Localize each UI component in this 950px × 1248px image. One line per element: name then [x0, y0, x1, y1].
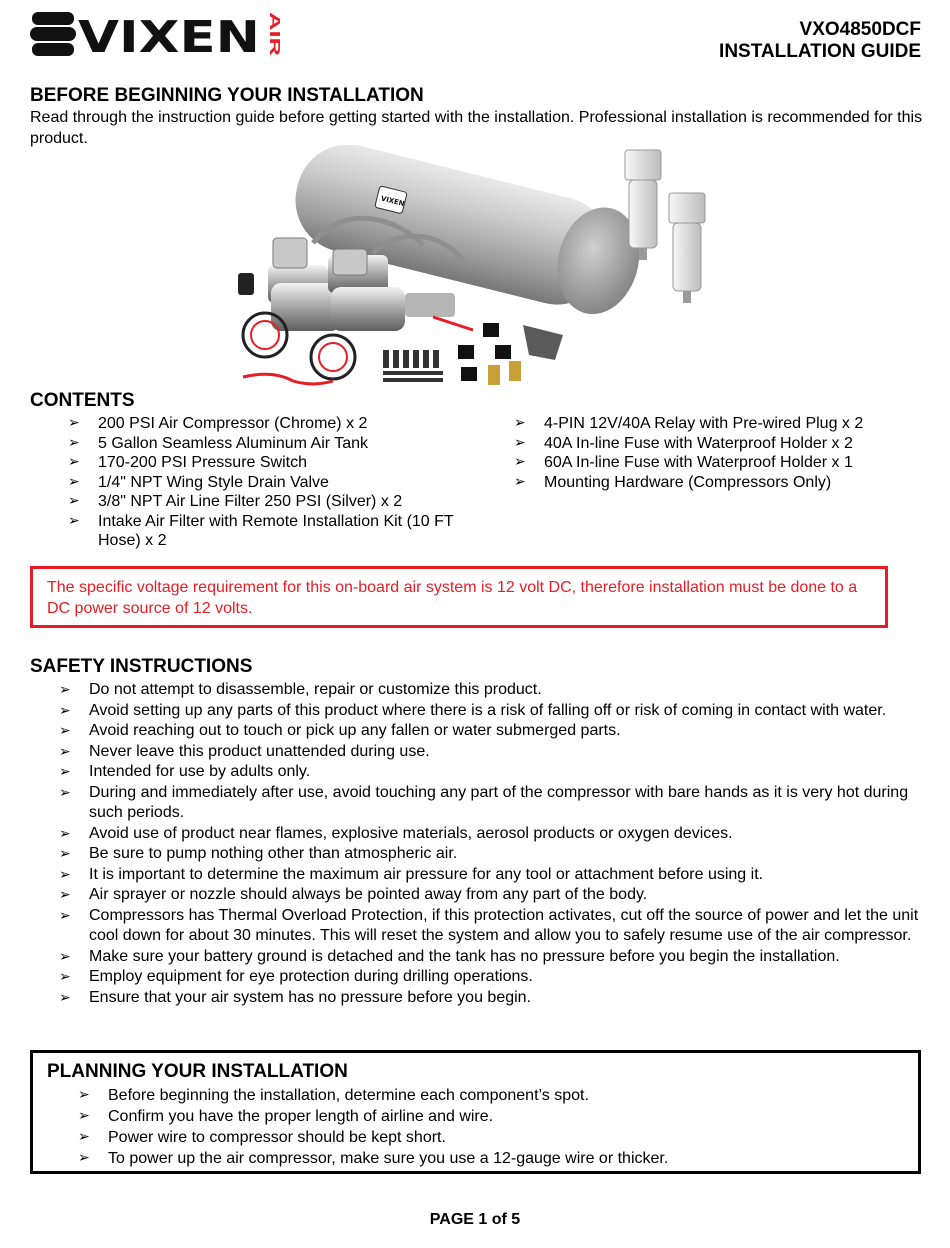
- list-item: ➢ Compressors has Thermal Overload Protection, if this protection activates, cut off the source of power and let the unit cool down for about 30 minutes. This will reset the system and allow you to safely resume use of the air compressor.: [59, 906, 919, 944]
- planning-box: [30, 1050, 921, 1174]
- arrow-bullet-icon: ➢: [59, 969, 71, 985]
- safety-list: [59, 680, 929, 1008]
- arrow-bullet-icon: ➢: [59, 907, 71, 924]
- arrow-bullet-icon: ➢: [59, 846, 71, 862]
- arrow-bullet-icon: ➢: [59, 682, 71, 698]
- arrow-bullet-icon: ➢: [68, 512, 80, 529]
- arrow-bullet-icon: ➢: [59, 948, 71, 965]
- list-item: ➢ 5 Gallon Seamless Aluminum Air Tank: [68, 434, 369, 452]
- before-text: Read through the instruction guide before getting started with the installation. Professional installation is recommended for this product.: [30, 109, 923, 147]
- list-item: ➢ 4-PIN 12V/40A Relay with Pre-wired Plug x 2: [514, 415, 864, 432]
- arrow-bullet-icon: ➢: [78, 1129, 90, 1145]
- arrow-bullet-icon: ➢: [59, 825, 71, 842]
- svg-text:AIR: AIR: [266, 12, 283, 38]
- arrow-bullet-icon: ➢: [514, 473, 526, 490]
- list-item: ➢ 40A In-line Fuse with Waterproof Holder x 2: [514, 434, 853, 452]
- contents-list-left: [68, 414, 478, 551]
- list-item: ➢ Employ equipment for eye protection during drilling operations.: [59, 967, 929, 988]
- arrow-bullet-icon: ➢: [59, 702, 71, 719]
- voltage-warning-box: [30, 566, 888, 628]
- arrow-bullet-icon: ➢: [59, 866, 71, 883]
- arrow-bullet-icon: ➢: [59, 887, 71, 903]
- arrow-bullet-icon: ➢: [59, 764, 71, 780]
- arrow-bullet-icon: ➢: [514, 415, 526, 431]
- arrow-bullet-icon: ➢: [68, 415, 80, 431]
- arrow-bullet-icon: ➢: [68, 493, 80, 509]
- list-item: ➢ Do not attempt to disassemble, repair or customize this product.: [59, 680, 929, 701]
- document-title: INSTALLATION GUIDE: [719, 41, 921, 62]
- before-heading: BEFORE BEGINNING YOUR INSTALLATION: [30, 85, 424, 106]
- model-number: VXO4850DCF: [799, 19, 921, 40]
- arrow-bullet-icon: ➢: [59, 743, 71, 760]
- list-item: ➢ Avoid reaching out to touch or pick up any fallen or water submerged parts.: [59, 721, 929, 742]
- list-item: ➢ Confirm you have the proper length of airline and wire.: [78, 1108, 494, 1125]
- list-item: ➢ Intake Air Filter with Remote Installation Kit (10 FT Hose) x 2: [68, 512, 454, 549]
- planning-list: [78, 1085, 898, 1169]
- arrow-bullet-icon: ➢: [68, 454, 80, 470]
- list-item: ➢ It is important to determine the maximum air pressure for any tool or attachment before using it.: [59, 865, 929, 886]
- list-item: ➢ Avoid use of product near flames, explosive materials, aerosol products or oxygen devices.: [59, 824, 929, 845]
- list-item: ➢ 200 PSI Air Compressor (Chrome) x 2: [68, 415, 368, 432]
- page-number: PAGE 1 of 5: [429, 1211, 521, 1228]
- list-item: ➢ Air sprayer or nozzle should always be pointed away from any part of the body.: [59, 885, 929, 906]
- list-item: ➢ Avoid setting up any parts of this product where there is a risk of falling off or risk of coming in contact with water.: [59, 701, 929, 722]
- document-header: [719, 19, 921, 63]
- list-item: ➢ Intended for use by adults only.: [59, 762, 929, 783]
- safety-heading: SAFETY INSTRUCTIONS: [30, 656, 253, 677]
- arrow-bullet-icon: ➢: [68, 434, 80, 451]
- list-item: ➢ To power up the air compressor, make sure you use a 12-gauge wire or thicker.: [78, 1150, 669, 1167]
- list-item: ➢ 3/8" NPT Air Line Filter 250 PSI (Silver) x 2: [68, 493, 403, 510]
- product-photo: [233, 145, 715, 390]
- vixen-air-logo: [30, 8, 290, 60]
- contents-list-right: [514, 414, 924, 492]
- arrow-bullet-icon: ➢: [78, 1108, 90, 1124]
- arrow-bullet-icon: ➢: [514, 434, 526, 451]
- arrow-bullet-icon: ➢: [514, 454, 526, 470]
- list-item: ➢ Mounting Hardware (Compressors Only): [514, 473, 832, 491]
- contents-heading: CONTENTS: [30, 390, 135, 411]
- planning-heading: PLANNING YOUR INSTALLATION: [47, 1061, 348, 1082]
- list-item: ➢ 60A In-line Fuse with Waterproof Holder x 1: [514, 454, 853, 471]
- svg-text:VIXEN: VIXEN: [78, 12, 260, 60]
- arrow-bullet-icon: ➢: [68, 473, 80, 490]
- list-item: ➢ Make sure your battery ground is detached and the tank has no pressure before you begin the installation.: [59, 947, 929, 968]
- list-item: ➢ During and immediately after use, avoid touching any part of the compressor with bare hands as it is very hot during such periods.: [59, 783, 909, 821]
- arrow-bullet-icon: ➢: [78, 1150, 90, 1166]
- list-item: ➢ Power wire to compressor should be kept short.: [78, 1129, 446, 1146]
- list-item: ➢ Never leave this product unattended during use.: [59, 742, 929, 763]
- list-item: ➢ 170-200 PSI Pressure Switch: [68, 454, 307, 471]
- arrow-bullet-icon: ➢: [59, 723, 71, 739]
- arrow-bullet-icon: ➢: [78, 1087, 90, 1103]
- list-item: ➢ Ensure that your air system has no pressure before you begin.: [59, 988, 929, 1009]
- list-item: ➢ 1/4" NPT Wing Style Drain Valve: [68, 473, 329, 491]
- arrow-bullet-icon: ➢: [59, 989, 71, 1006]
- arrow-bullet-icon: ➢: [59, 784, 71, 801]
- svg-text:VIXEN: VIXEN: [380, 194, 406, 209]
- list-item: ➢ Be sure to pump nothing other than atmospheric air.: [59, 844, 929, 865]
- list-item: ➢ Before beginning the installation, determine each component’s spot.: [78, 1087, 589, 1104]
- voltage-warning-text: The specific voltage requirement for this on-board air system is 12 volt DC, therefore installation must be done to a DC power source of 12 volts.: [47, 579, 858, 617]
